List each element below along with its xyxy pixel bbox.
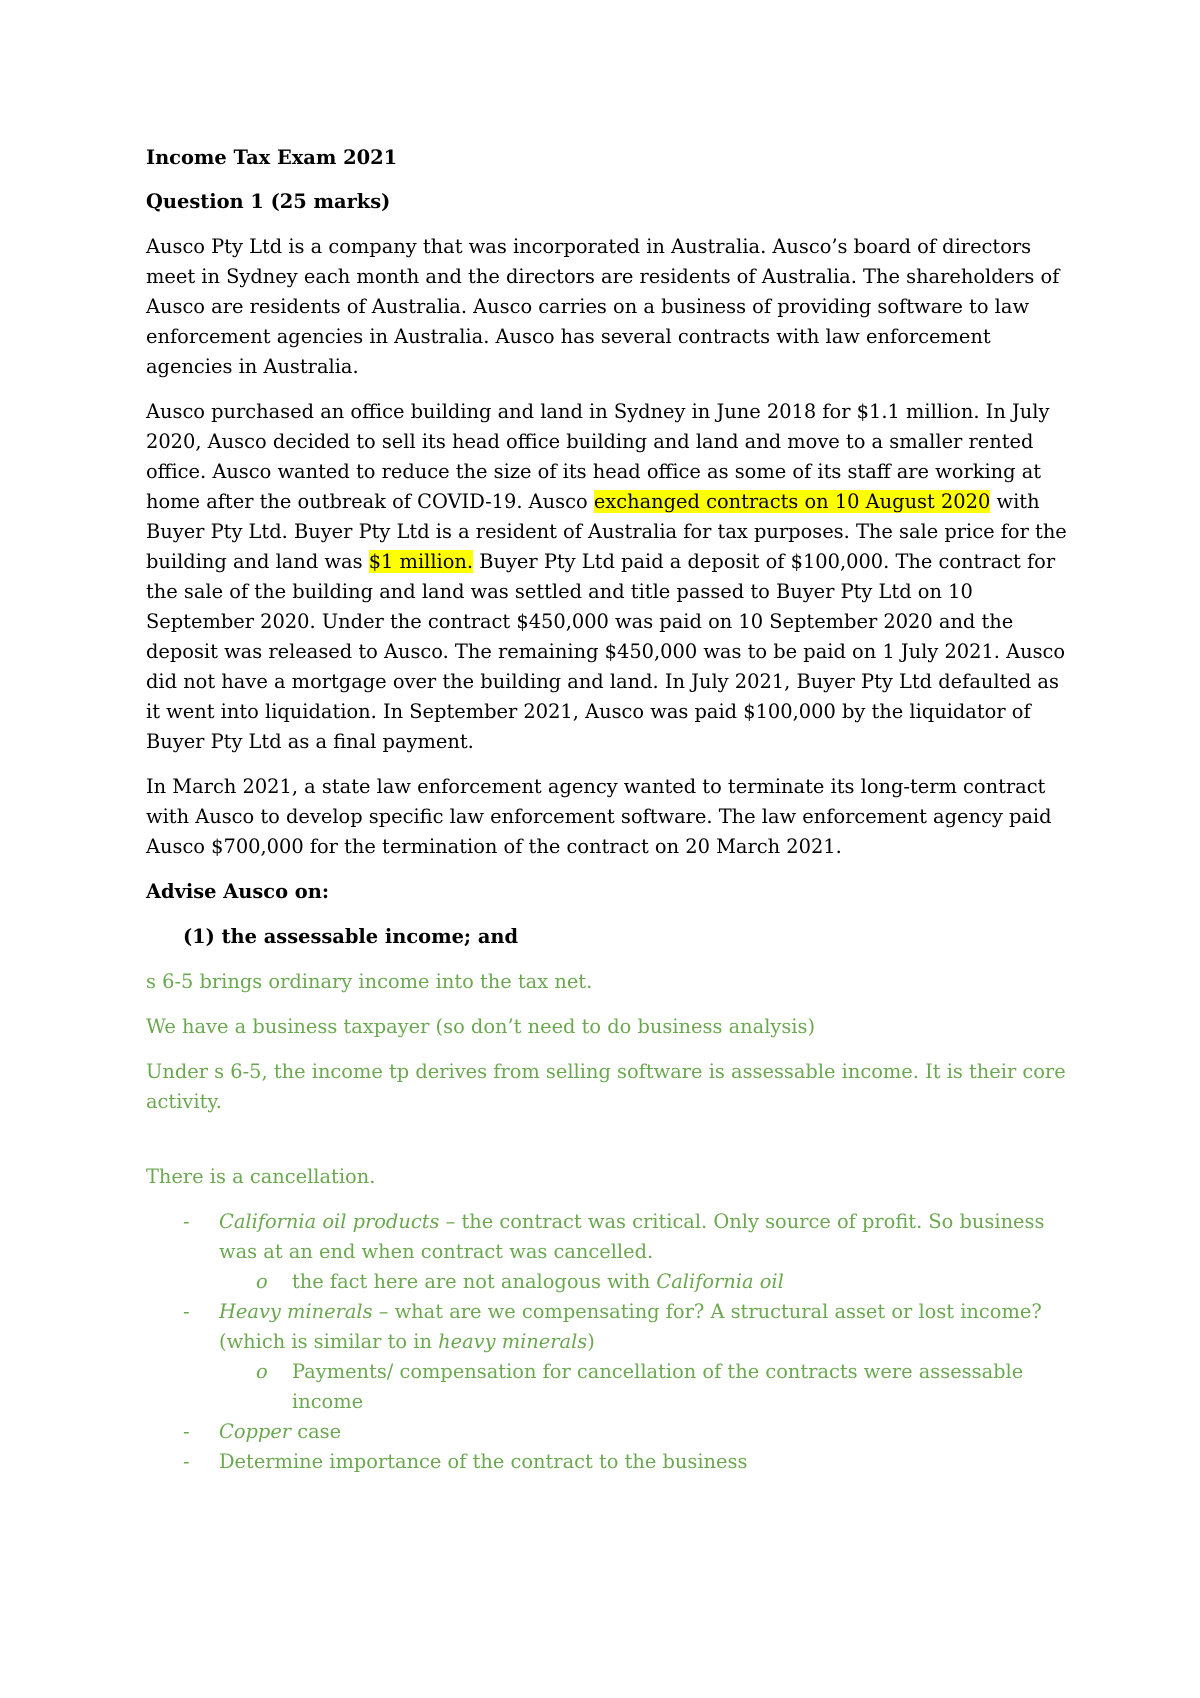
circle-bullet: o — [256, 1270, 268, 1293]
list-item-text: Determine importance of the contract to the business — [219, 1450, 748, 1473]
case-list — [146, 1207, 1076, 1477]
sub-list — [219, 1357, 1076, 1417]
paragraph-contract-termination: In March 2021, a state law enforcement agency wanted to terminate its long-term contract with Ausco to develop specific law enforcement software. The law enforcement agency paid Ausco $700,000 for the termination of the contract on 20 March 2021. — [146, 775, 1052, 858]
advise-heading: Advise Ausco on: — [146, 880, 329, 903]
note-cancellation: There is a cancellation. — [146, 1165, 376, 1188]
highlighted-text: $1 million. — [368, 550, 474, 573]
list-item — [146, 1417, 1076, 1447]
case-name: Heavy minerals — [219, 1300, 373, 1323]
paragraph-text: Ausco purchased an office building and land in Sydney in June 2018 for $1.1 million. In July 2020, Ausco decided to sell its head office building and land and move to a smaller rented office. Ausco wanted to reduce the size of its head office as some of its staff are working at home after the outbreak of COVID-19. Ausco — [146, 400, 1050, 513]
dash-bullet: - — [183, 1210, 190, 1233]
list-item — [146, 1447, 1076, 1477]
list-item — [146, 1207, 1076, 1297]
dash-bullet: - — [183, 1300, 190, 1323]
sub-list-item — [219, 1357, 1076, 1417]
list-item-text: ) — [587, 1330, 595, 1353]
case-name: heavy minerals — [438, 1330, 588, 1353]
sub-list-item-text: Payments/ compensation for cancellation of the contracts were assessable income — [292, 1360, 1024, 1413]
question-heading: Question 1 (25 marks) — [146, 190, 391, 213]
list-item-text: case — [291, 1420, 342, 1443]
highlighted-text: exchanged contracts on 10 August 2020 — [593, 490, 991, 513]
paragraph-company-background: Ausco Pty Ltd is a company that was incorporated in Australia. Ausco’s board of directors meet in Sydney each month and the directors are residents of Australia. The shareholders of Ausco are residents of Australia. Ausco carries on a business of providing software to law enforcement agencies in Australia. Ausco has several contracts with law enforcement agencies in Australia. — [146, 235, 1060, 378]
note-business-taxpayer: We have a business taxpayer (so don’t need to do business analysis) — [146, 1015, 816, 1038]
sub-list — [219, 1267, 1076, 1297]
case-name: Copper — [219, 1420, 292, 1443]
paragraph-property-sale — [146, 397, 1076, 757]
circle-bullet: o — [256, 1360, 268, 1383]
case-name: California oil products — [219, 1210, 440, 1233]
list-item-text: – what are we compensating for? A structural asset or lost income? (which is similar to in — [219, 1300, 1042, 1353]
note-ordinary-income: s 6-5 brings ordinary income into the tax net. — [146, 970, 593, 993]
dash-bullet: - — [183, 1450, 190, 1473]
dash-bullet: - — [183, 1420, 190, 1443]
advise-item-1: (1) the assessable income; and — [183, 925, 519, 948]
note-core-activity: Under s 6-5, the income tp derives from selling software is assessable income. It is their core activity. — [146, 1060, 1066, 1113]
document-title: Income Tax Exam 2021 — [146, 146, 398, 169]
sub-list-item — [219, 1267, 1076, 1297]
list-item — [146, 1297, 1076, 1417]
sub-list-item-text: the fact here are not analogous with — [292, 1270, 657, 1293]
blank-line — [146, 1132, 1076, 1162]
paragraph-text: with Buyer Pty Ltd. Buyer Pty Ltd is a resident of Australia for tax purposes. The sale price for the building and land was — [146, 490, 1067, 573]
list-item-text: – the contract was critical. Only source of profit. So business was at an end when contract was cancelled. — [219, 1210, 1045, 1263]
case-name: California oil — [656, 1270, 784, 1293]
paragraph-text: Buyer Pty Ltd paid a deposit of $100,000. The contract for the sale of the building and land was settled and title passed to Buyer Pty Ltd on 10 September 2020. Under the contract $450,000 was paid on 10 September 2020 and the deposit was released to Ausco. The remaining $450,000 was to be paid on 1 July 2021. Ausco did not have a mortgage over the building and land. In July 2021, Buyer Pty Ltd defaulted as it went into liquidation. In September 2021, Ausco was paid $100,000 by the liquidator of Buyer Pty Ltd as a final payment. — [146, 550, 1066, 753]
document-page — [146, 143, 1076, 1477]
